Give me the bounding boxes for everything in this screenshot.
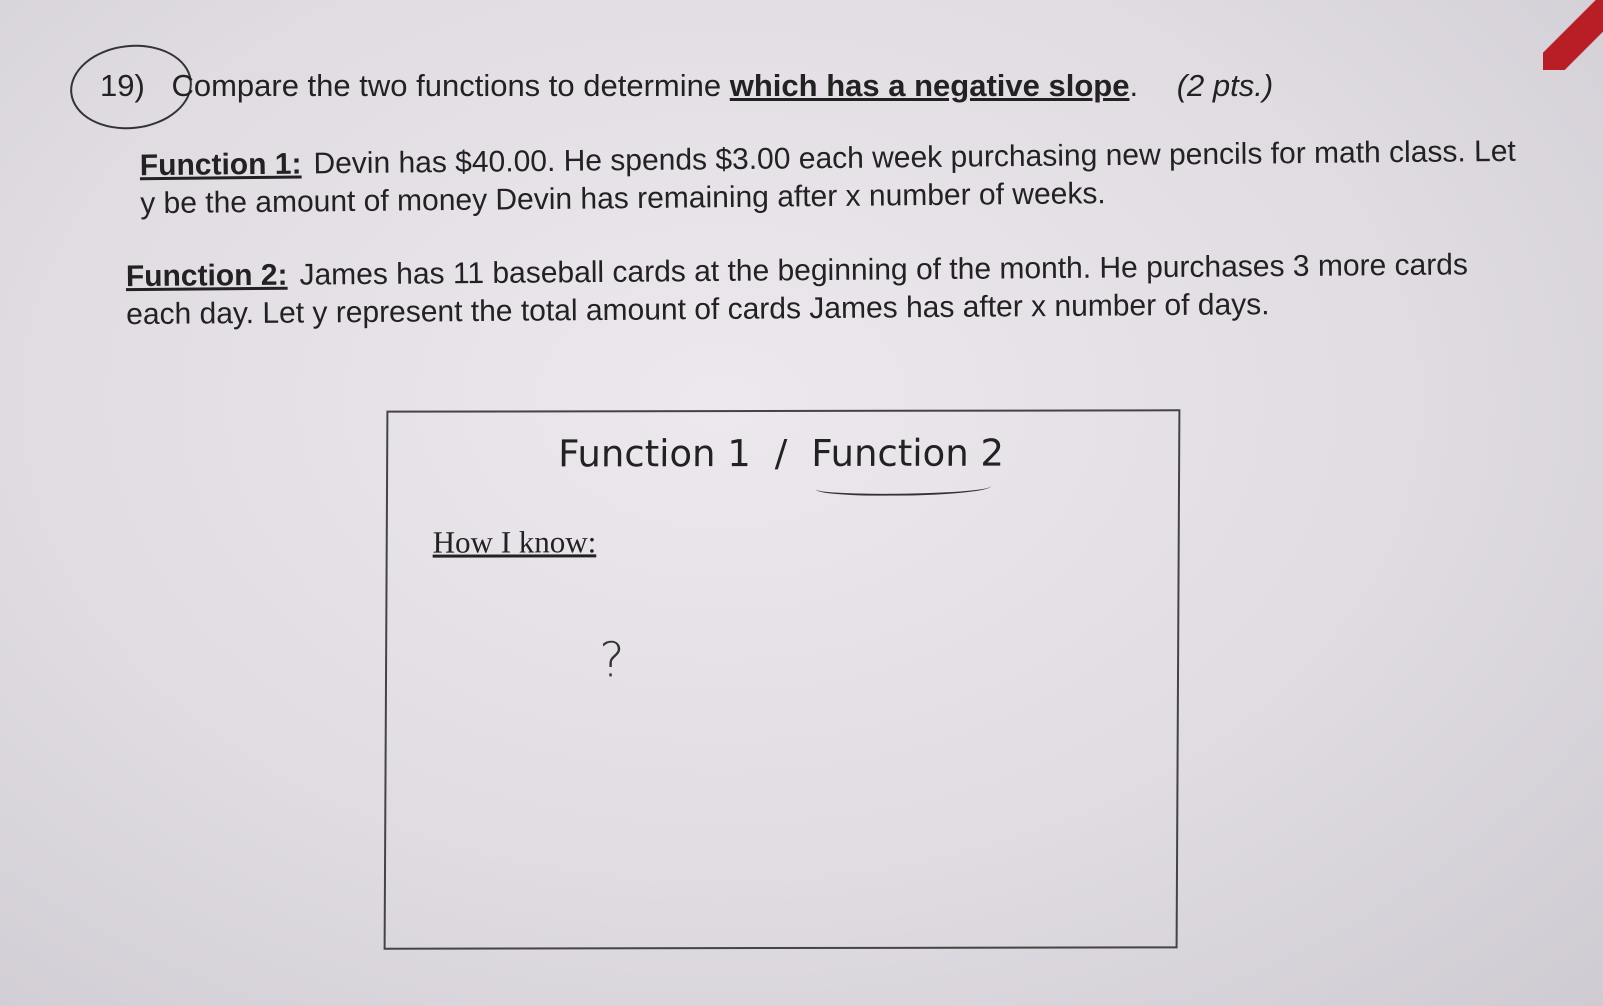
question-number: 19) [100, 68, 145, 103]
function2-paragraph [126, 246, 1527, 334]
function1-paragraph [140, 133, 1521, 223]
option-function2[interactable]: Function 2 [811, 431, 1005, 475]
question-emphasis: which has a negative slope [729, 68, 1130, 103]
question-points: (2 pts.) [1176, 68, 1274, 103]
question-line [100, 68, 1273, 104]
answer-box [384, 409, 1181, 949]
option-function1[interactable]: Function 1 [558, 432, 751, 476]
handwritten-underline [816, 480, 991, 496]
function1-text: Devin has $40.00. He spends $3.00 each week purchasing new pencils for math class. Let y be the amount of money Devin has remaining after x number of weeks. [140, 134, 1516, 221]
option-separator: / [774, 431, 788, 476]
function2-text: James has 11 baseball cards at the beginning of the month. He purchases 3 more cards each day. Let y represent the total amount of cards James has after x number of days. [126, 248, 1469, 332]
function2-label: Function 2: [125, 258, 288, 294]
function1-label: Function 1: [139, 147, 302, 183]
question-prefix: Compare the two functions to determine [171, 68, 722, 103]
handwritten-question-mark: ? [598, 632, 625, 689]
question-suffix: . [1129, 68, 1139, 103]
how-i-know-label: How I know: [432, 524, 597, 560]
red-corner-mark [1543, 0, 1603, 70]
function-choice [558, 432, 1004, 476]
